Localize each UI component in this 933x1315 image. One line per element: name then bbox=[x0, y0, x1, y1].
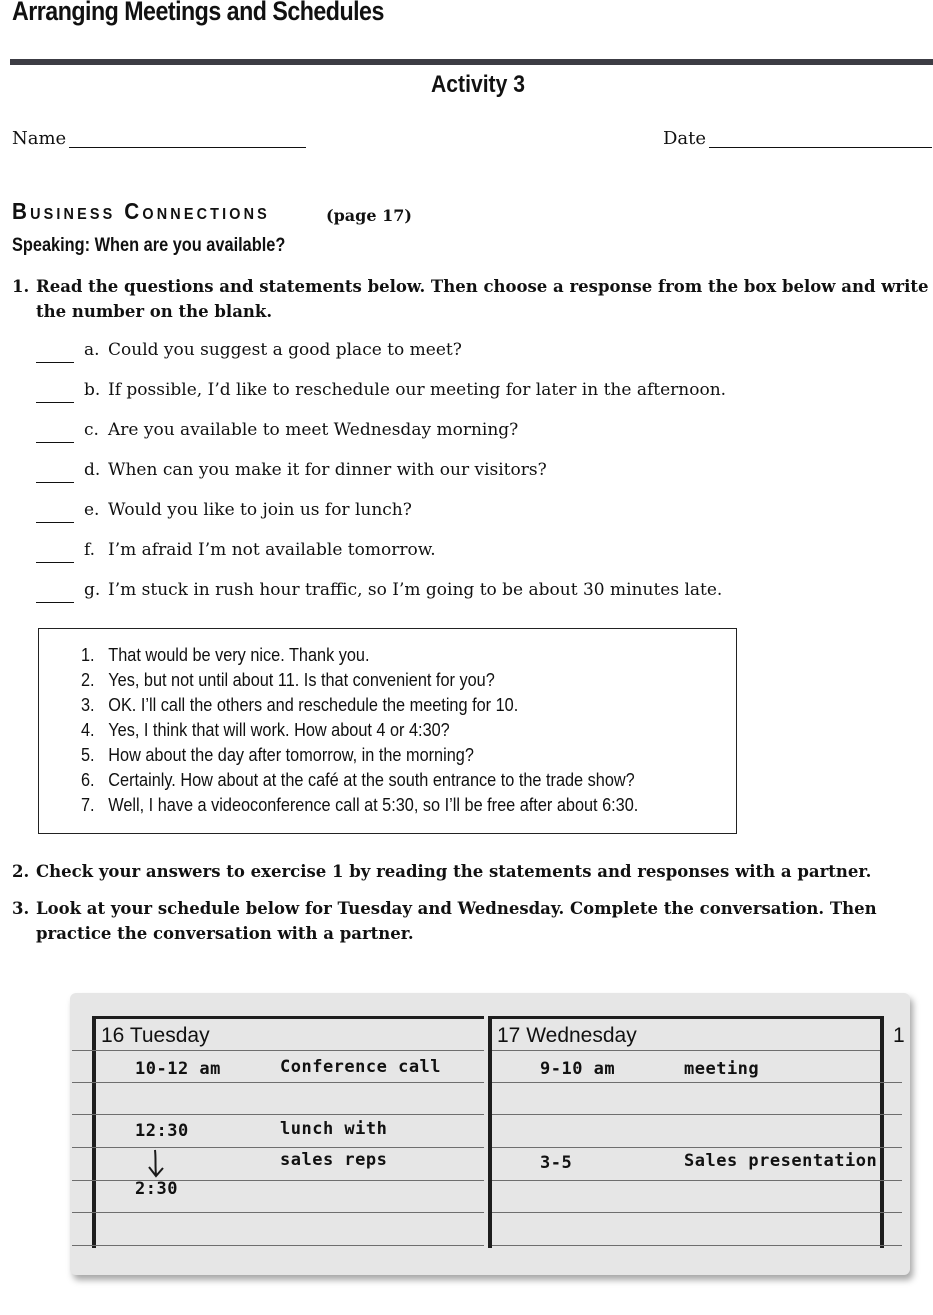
response-item bbox=[81, 769, 635, 791]
planner-top-border bbox=[92, 1016, 484, 1019]
answer-blank[interactable] bbox=[36, 542, 74, 563]
item-text: I’m afraid I’m not available tomorrow. bbox=[108, 540, 436, 560]
exercise-number: 3. bbox=[12, 899, 30, 918]
response-item bbox=[81, 669, 495, 691]
planner-rule bbox=[72, 1082, 484, 1083]
answer-blank[interactable] bbox=[36, 342, 74, 363]
planner-rule bbox=[72, 1180, 484, 1181]
response-item bbox=[81, 794, 638, 816]
response-item bbox=[81, 694, 518, 716]
section-page-ref: (page 17) bbox=[326, 206, 412, 225]
item-text: Would you like to join us for lunch? bbox=[108, 500, 412, 520]
down-arrow-icon bbox=[146, 1148, 168, 1180]
planner-rule bbox=[492, 1147, 902, 1148]
question-item bbox=[36, 380, 726, 403]
planner-rule bbox=[72, 1212, 484, 1213]
response-number: 3. bbox=[81, 694, 95, 715]
response-text: Yes, I think that will work. How about 4 or 4:30? bbox=[108, 719, 450, 740]
schedule-time: 12:30 bbox=[135, 1121, 189, 1141]
planner-rule bbox=[492, 1212, 902, 1213]
answer-blank[interactable] bbox=[36, 502, 74, 523]
schedule-time: 10-12 am bbox=[135, 1059, 221, 1079]
item-text: When can you make it for dinner with our visitors? bbox=[108, 460, 547, 480]
item-letter: f. bbox=[84, 540, 96, 560]
day-heading-next-partial: 1 bbox=[893, 1024, 905, 1047]
worksheet-title: Arranging Meetings and Schedules bbox=[12, 0, 384, 26]
planner-rule bbox=[72, 1147, 484, 1148]
exercise-2-instruction bbox=[12, 859, 932, 884]
planner-top-border bbox=[488, 1016, 880, 1019]
response-text: That would be very nice. Thank you. bbox=[108, 644, 370, 665]
instruction-text: Look at your schedule below for Tuesday and Wednesday. Complete the conversation. Then practice the conversation with a partner. bbox=[36, 899, 877, 943]
response-text: How about the day after tomorrow, in the morning? bbox=[108, 744, 474, 765]
exercise-1-instruction bbox=[12, 274, 932, 324]
item-text: Are you available to meet Wednesday morning? bbox=[108, 420, 519, 440]
response-number: 7. bbox=[81, 794, 95, 815]
schedule-entry: Conference call bbox=[280, 1057, 442, 1077]
item-letter: c. bbox=[84, 420, 99, 440]
question-item bbox=[36, 540, 436, 563]
title-divider bbox=[10, 59, 933, 65]
planner-rule bbox=[492, 1245, 902, 1246]
planner-rule bbox=[492, 1114, 902, 1115]
planner-rule bbox=[72, 1050, 484, 1051]
response-text: Certainly. How about at the café at the south entrance to the trade show? bbox=[108, 769, 635, 790]
answer-blank[interactable] bbox=[36, 582, 74, 603]
instruction-text: Check your answers to exercise 1 by reading the statements and responses with a partner. bbox=[36, 862, 872, 881]
exercise-number: 2. bbox=[12, 862, 30, 881]
planner-rule bbox=[72, 1114, 484, 1115]
instruction-text: Read the questions and statements below. Then choose a response from the box below and write the number on the blank. bbox=[36, 277, 929, 321]
schedule-time: 3-5 bbox=[540, 1153, 573, 1173]
item-letter: b. bbox=[84, 380, 101, 400]
activity-heading: Activity 3 bbox=[431, 71, 525, 98]
response-number: 2. bbox=[81, 669, 95, 690]
name-label: Name bbox=[12, 128, 67, 149]
schedule-entry: meeting bbox=[684, 1059, 760, 1079]
response-item bbox=[81, 744, 474, 766]
schedule-entry: sales reps bbox=[280, 1150, 388, 1170]
planner-rule bbox=[492, 1050, 880, 1051]
answer-blank[interactable] bbox=[36, 462, 74, 483]
name-blank[interactable] bbox=[69, 147, 306, 148]
question-item bbox=[36, 420, 518, 443]
question-item bbox=[36, 460, 547, 483]
question-item bbox=[36, 340, 462, 363]
response-number: 4. bbox=[81, 719, 95, 740]
response-text: OK. I’ll call the others and reschedule the meeting for 10. bbox=[108, 694, 519, 715]
question-item bbox=[36, 500, 412, 523]
schedule-entry: Sales presentation bbox=[684, 1151, 878, 1171]
schedule-entry: lunch with bbox=[280, 1119, 388, 1139]
item-letter: g. bbox=[84, 580, 101, 600]
schedule-time: 9-10 am bbox=[540, 1059, 616, 1079]
planner-rule bbox=[492, 1180, 902, 1181]
response-item bbox=[81, 719, 450, 741]
item-letter: a. bbox=[84, 340, 100, 360]
planner-column-border bbox=[880, 1016, 884, 1248]
item-text: If possible, I’d like to reschedule our meeting for later in the afternoon. bbox=[108, 380, 727, 400]
planner-rule bbox=[492, 1082, 902, 1083]
response-item bbox=[81, 644, 370, 666]
planner-rule bbox=[72, 1245, 484, 1246]
response-number: 1. bbox=[81, 644, 95, 665]
item-text: I’m stuck in rush hour traffic, so I’m going to be about 30 minutes late. bbox=[108, 580, 723, 600]
section-subheading: Speaking: When are you available? bbox=[12, 235, 286, 256]
answer-blank[interactable] bbox=[36, 382, 74, 403]
exercise-3-instruction bbox=[12, 896, 932, 946]
section-heading: Business Connections bbox=[12, 198, 270, 224]
date-label: Date bbox=[663, 128, 707, 149]
item-letter: d. bbox=[84, 460, 101, 480]
response-text: Yes, but not until about 11. Is that convenient for you? bbox=[108, 669, 495, 690]
date-blank[interactable] bbox=[709, 147, 932, 148]
exercise-number: 1. bbox=[12, 277, 30, 296]
schedule-time: 2:30 bbox=[135, 1179, 178, 1199]
response-number: 6. bbox=[81, 769, 95, 790]
item-letter: e. bbox=[84, 500, 100, 520]
day-heading-wednesday: 17 Wednesday bbox=[497, 1024, 637, 1047]
response-number: 5. bbox=[81, 744, 95, 765]
day-heading-tuesday: 16 Tuesday bbox=[101, 1024, 210, 1047]
response-text: Well, I have a videoconference call at 5:30, so I’ll be free after about 6:30. bbox=[108, 794, 639, 815]
item-text: Could you suggest a good place to meet? bbox=[108, 340, 462, 360]
question-item bbox=[36, 580, 722, 603]
answer-blank[interactable] bbox=[36, 422, 74, 443]
